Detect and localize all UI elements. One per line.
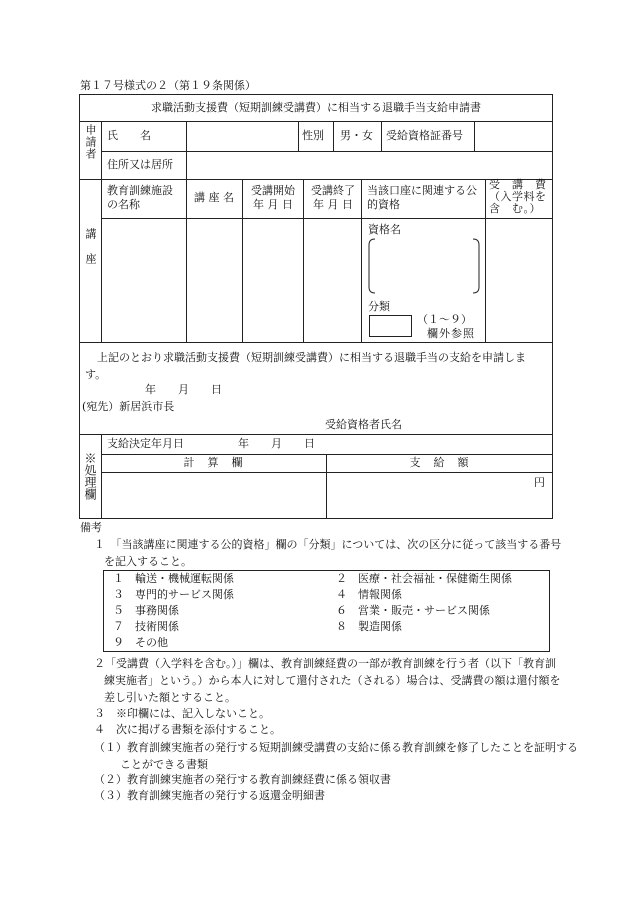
header-start-date: 受講開始年 月 日 [251, 184, 295, 211]
note-2: ２「受講費（入学料を含む。）」欄は、教育訓練経費の一部が教育訓練を行う者（以下「教育訓練実施者」という。）から本人に対して還付された（される）場合は、受講費の額は還付額を差し引いた額とすること。 [94, 657, 561, 704]
category-7: ７ 技術関係 [113, 620, 179, 633]
header-facility: 教育訓練施設の名称 [107, 184, 173, 211]
bunrui-label: 分類 [368, 300, 390, 313]
form-title: 求職活動支援費（短期訓練受講費）に相当する退職手当支給申請書 [151, 101, 481, 114]
applicant-section-label: 申請者 [84, 124, 97, 160]
start-date-field[interactable] [244, 220, 302, 340]
document-2: （２）教育訓練実施者の発行する教育訓練経費に係る領収書 [94, 773, 391, 786]
decision-date-ymd: 年 月 日 [238, 437, 315, 450]
bunrui-input-box[interactable] [369, 315, 412, 337]
application-date-line[interactable]: 年 月 日 [145, 383, 222, 396]
yen-unit: 円 [534, 476, 545, 489]
name-label: 氏 名 [107, 129, 151, 142]
course-fee-field[interactable] [487, 220, 551, 340]
document-1: （１）教育訓練実施者の発行する短期訓練受講費の支給に係る教育訓練を修了したことを証明することができる書類 [94, 741, 578, 771]
cert-number-label: 受給資格証番号 [386, 129, 463, 142]
amount-column-label: 支 給 額 [409, 456, 470, 469]
category-8: ８ 製造関係 [336, 620, 402, 633]
addressee: (宛先）新居浜市長 [82, 400, 175, 413]
qual-name-label: 資格名 [368, 223, 401, 236]
name-field[interactable] [188, 124, 296, 148]
decision-date-label: 支給決定年月日 [107, 437, 184, 450]
office-section-text: ※処理欄 [83, 452, 97, 500]
category-6: ６ 営業・販売・サービス関係 [336, 604, 490, 617]
gender-selector[interactable]: 男・女 [340, 129, 373, 142]
category-3: ３ 専門的サービス関係 [113, 588, 234, 601]
header-course-name: 講 座 名 [194, 191, 234, 204]
bunrui-ref-note: 欄外参照 [427, 327, 475, 340]
note-3: ３ ※印欄には、記入しないこと。 [94, 707, 270, 720]
category-9: ９ その他 [113, 636, 168, 649]
calc-column-label: 計 算 欄 [183, 456, 244, 469]
note-4: ４ 次に掲げる書類を添付すること。 [94, 723, 281, 736]
signature-field[interactable] [410, 414, 548, 432]
cert-number-field[interactable] [476, 124, 550, 148]
signature-label: 受給資格者氏名 [325, 418, 402, 431]
end-date-field[interactable] [305, 220, 360, 340]
office-use-section-label [82, 452, 98, 502]
qual-name-bracket[interactable] [366, 238, 482, 294]
facility-field[interactable] [103, 220, 185, 340]
form-number-label: 第１７号様式の２（第１９条関係） [80, 79, 256, 92]
note-1: １ 「当該講座に関連する公的資格」欄の「分類」については、次の区分に従って該当する番号を記入すること。 [94, 538, 562, 568]
gender-label: 性別 [302, 129, 324, 142]
course-section-label: 講座 [84, 228, 97, 278]
notes-heading: 備考 [80, 521, 102, 534]
category-5: ５ 事務関係 [113, 604, 179, 617]
address-field[interactable] [188, 153, 550, 177]
application-statement: 上記のとおり求職活動支援費（短期訓練受講費）に相当する退職手当の支給を申請します。 [85, 351, 526, 381]
header-qualification: 当該口座に関連する公的資格 [367, 184, 477, 211]
address-label: 住所又は居所 [107, 158, 173, 171]
header-course-fee: 受 講 費（入学料を含 む。） [489, 178, 547, 215]
category-1: １ 輸送・機械運転関係 [113, 572, 234, 585]
category-4: ４ 情報関係 [336, 588, 402, 601]
document-3: （３）教育訓練実施者の発行する返還金明細書 [94, 789, 325, 802]
category-2: ２ 医療・社会福祉・保健衛生関係 [336, 572, 512, 585]
course-name-field[interactable] [188, 220, 241, 340]
bunrui-range-note: （１～９） [417, 313, 472, 326]
header-end-date: 受講終了年 月 日 [311, 184, 355, 211]
